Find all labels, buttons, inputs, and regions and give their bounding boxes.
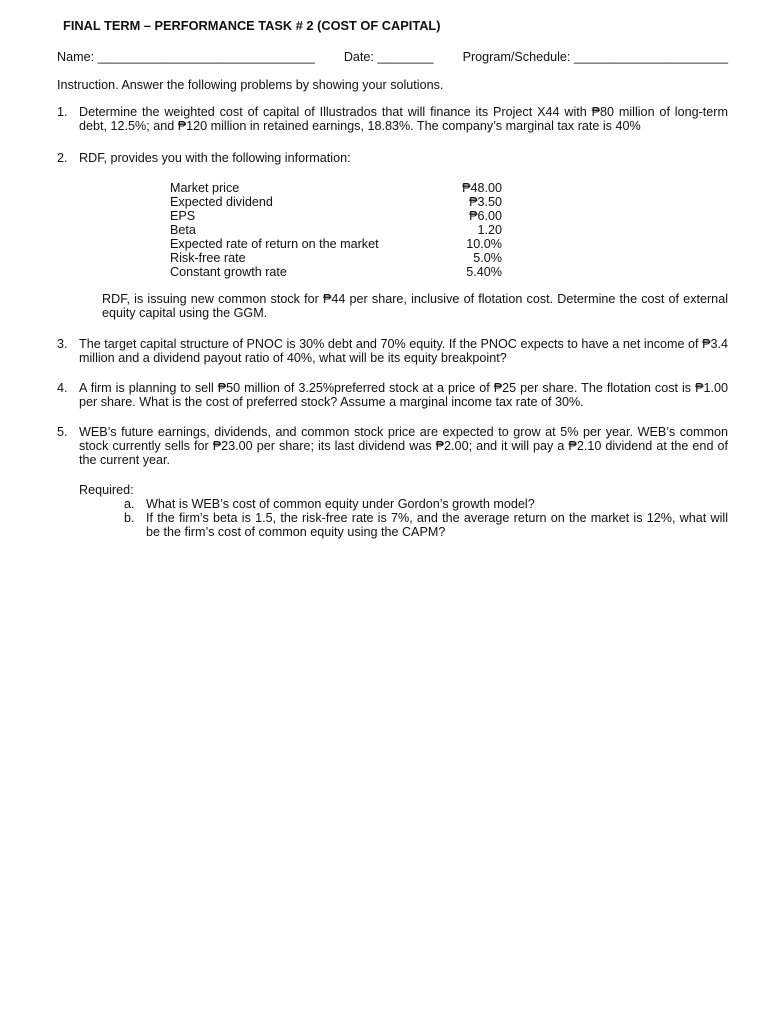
table-row xyxy=(170,223,502,237)
info-value: ₱6.00 xyxy=(469,209,502,223)
subitem-letter: a. xyxy=(124,497,135,511)
problem-number: 1. xyxy=(57,105,68,119)
problem-text: WEB’s future earnings, dividends, and common stock price are expected to grow at 5% per year. WEB’s common stock currently sells for ₱23.00 per share; its last dividend was ₱2.00; and it will pay a ₱2.10 dividend at the end of the current year. xyxy=(79,425,728,467)
table-row xyxy=(170,195,502,209)
problem-item-4 xyxy=(57,381,728,409)
problem-list xyxy=(57,105,728,279)
subitem-letter: b. xyxy=(124,511,135,525)
problem-text: The target capital structure of PNOC is 30% debt and 70% equity. If the PNOC expects to have a net income of ₱3.4 million and a dividend payout ratio of 40%, what will be its equity breakpoint? xyxy=(79,337,728,365)
list-item xyxy=(124,511,728,539)
subitem-text: If the firm’s beta is 1.5, the risk-free rate is 7%, and the average return on the market is 12%, what will be the firm’s cost of common equity using the CAPM? xyxy=(146,511,728,539)
info-value: ₱48.00 xyxy=(462,181,502,195)
problem-item-1 xyxy=(57,105,728,133)
required-sublist xyxy=(124,497,728,539)
info-label: EPS xyxy=(170,209,196,223)
info-label: Beta xyxy=(170,223,196,237)
table-row xyxy=(170,209,502,223)
rdf-info-table xyxy=(170,181,502,279)
info-value: 5.40% xyxy=(466,265,502,279)
table-row xyxy=(170,265,502,279)
info-value: 10.0% xyxy=(466,237,502,251)
problem-item-5 xyxy=(57,425,728,539)
problem-number: 3. xyxy=(57,337,68,351)
info-label: Expected rate of return on the market xyxy=(170,237,379,251)
problem-number: 2. xyxy=(57,151,68,165)
date-field: Date: ________ xyxy=(343,50,434,64)
list-item xyxy=(124,497,728,511)
problem-text: RDF, provides you with the following information: xyxy=(79,151,351,165)
problem-text: A firm is planning to sell ₱50 million of 3.25%preferred stock at a price of ₱25 per share. The flotation cost is ₱1.00 per share. What is the cost of preferred stock? Assume a marginal income tax rate of 30%. xyxy=(79,381,728,409)
problem-number: 5. xyxy=(57,425,68,439)
table-row xyxy=(170,251,502,265)
info-label: Expected dividend xyxy=(170,195,273,209)
info-value: 5.0% xyxy=(473,251,502,265)
required-label: Required: xyxy=(79,483,134,497)
problem-body xyxy=(79,425,728,539)
subitem-text: What is WEB’s cost of common equity under Gordon’s growth model? xyxy=(146,497,535,511)
info-label: Constant growth rate xyxy=(170,265,287,279)
program-schedule-field: Program/Schedule: ______________________ xyxy=(462,50,728,64)
rdf-issue-note: RDF, is issuing new common stock for ₱44 per share, inclusive of flotation cost. Determine the cost of external equity capital using the GGM. xyxy=(102,292,728,320)
name-field: Name: _______________________________ xyxy=(57,50,315,64)
document-page xyxy=(57,19,728,539)
problem-body xyxy=(79,151,728,279)
problem-list-continued xyxy=(57,337,728,539)
info-value: ₱3.50 xyxy=(469,195,502,209)
table-row xyxy=(170,181,502,195)
info-label: Risk-free rate xyxy=(170,251,246,265)
problem-text: Determine the weighted cost of capital of Illustrados that will finance its Project X44 with ₱80 million of long-term debt, 12.5%; and ₱120 million in retained earnings, 18.83%. The company’s marginal tax rate is 40% xyxy=(79,105,728,133)
page-title: FINAL TERM – PERFORMANCE TASK # 2 (COST OF CAPITAL) xyxy=(63,18,441,33)
problem-number: 4. xyxy=(57,381,68,395)
table-row xyxy=(170,237,502,251)
info-value: 1.20 xyxy=(477,223,502,237)
student-info-fields xyxy=(57,50,728,65)
problem-item-3 xyxy=(57,337,728,365)
info-label: Market price xyxy=(170,181,240,195)
problem-item-2 xyxy=(57,151,728,279)
instruction-text: Instruction. Answer the following problems by showing your solutions. xyxy=(57,78,444,92)
